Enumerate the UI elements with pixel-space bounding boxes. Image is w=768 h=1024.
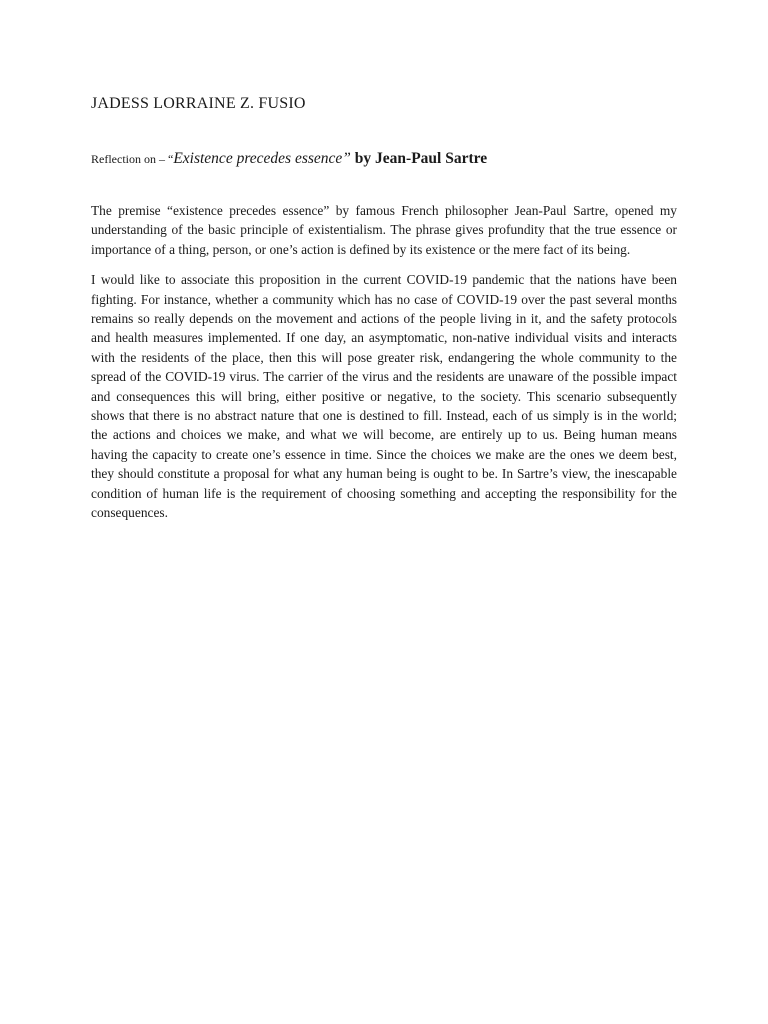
paragraph-2: I would like to associate this proposition in the current COVID-19 pandemic that the nations have been fighting. For instance, whether a community which has no case of COVID-19 over the past several months remains so really depends on the movement and actions of the people living in it, and the safety protocols and health measures implemented. If one day, an asymptomatic, non-native individual visits and interacts with the residents of the place, then this will pose greater risk, endangering the whole community to the spread of the COVID-19 virus. The carrier of the virus and the residents are unaware of the possible impact and consequences this will bring, either positive or negative, to the society. This scenario subsequently shows that there is no abstract nature that one is destined to fill. Instead, each of us simply is in the world; the actions and choices we make, and what we will become, are entirely up to us. Being human means having the capacity to create one’s essence in time. Since the choices we make are the ones we deem best, they should constitute a proposal for what any human being is ought to be. In Sartre’s view, the inescapable condition of human life is the requirement of choosing something and accepting the responsibility for the consequences. — [91, 272, 677, 521]
reflection-quote: Existence precedes essence” — [173, 150, 351, 167]
paragraph-1: The premise “existence precedes essence” by famous French philosopher Jean-Paul Sartre, opened my understanding of the basic principle of existentialism. The phrase gives profundity that the true essence or importance of a thing, person, or one’s action is defined by its existence or the mere fact of its being. — [91, 203, 677, 257]
reflection-author: by Jean-Paul Sartre — [350, 150, 488, 167]
reflection-title — [91, 150, 487, 168]
essay-body — [91, 201, 677, 534]
reflection-prefix: Reflection on – “ — [91, 152, 174, 166]
author-name: JADESS LORRAINE Z. FUSIO — [91, 95, 306, 112]
